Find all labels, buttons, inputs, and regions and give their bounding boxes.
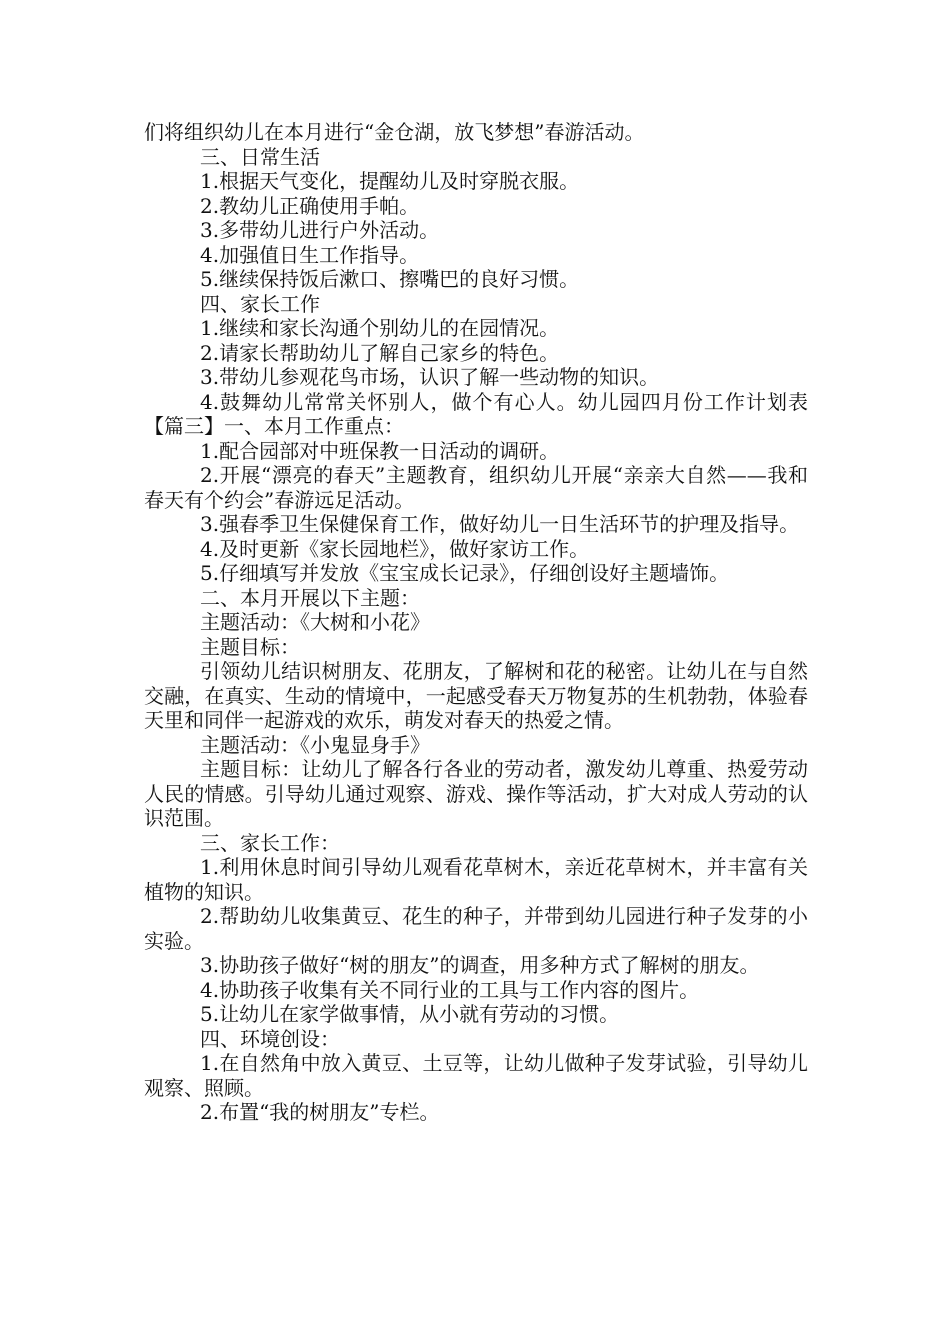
section-heading: 三、日常生活 <box>200 144 320 169</box>
list-item: 3.协助孩子做好“树的朋友”的调查，用多种方式了解树的朋友。 <box>200 953 760 977</box>
list-item: 2.布置“我的树朋友”专栏。 <box>200 1100 440 1124</box>
theme-activity: 主题活动：《小鬼显身手》 <box>200 732 430 757</box>
list-item: 3.带幼儿参观花鸟市场，认识了解一些动物的知识。 <box>200 365 660 389</box>
paragraph: 主题目标：让幼儿了解各行各业的劳动者，激发幼儿尊重、热爱劳动人民的情感。引导幼儿通过观察、游戏、操作等活动，扩大对成人劳动的认识范围。 <box>144 757 808 830</box>
list-item: 1.继续和家长沟通个别幼儿的在园情况。 <box>200 316 560 340</box>
list-item: 1.在自然角中放入黄豆、土豆等，让幼儿做种子发芽试验，引导幼儿观察、照顾。 <box>144 1051 808 1100</box>
paragraph: 们将组织幼儿在本月进行“金仓湖，放飞梦想”春游活动。 <box>144 120 645 144</box>
list-item: 1.配合园部对中班保教一日活动的调研。 <box>200 438 560 463</box>
list-item: 4.加强值日生工作指导。 <box>200 242 420 267</box>
list-item: 1.根据天气变化，提醒幼儿及时穿脱衣服。 <box>200 169 580 193</box>
list-item: 2.开展“漂亮的春天”主题教育，组织幼儿开展“亲亲大自然——我和春天有个约会”春游远足活动。 <box>144 463 808 512</box>
list-item: 3.多带幼儿进行户外活动。 <box>200 218 440 242</box>
theme-activity: 主题活动：《大树和小花》 <box>200 610 430 634</box>
list-item: 2.教幼儿正确使用手帕。 <box>200 193 420 218</box>
list-item: 3.强春季卫生保健保育工作，做好幼儿一日生活环节的护理及指导。 <box>200 512 800 536</box>
list-item: 2.请家长帮助幼儿了解自己家乡的特色。 <box>200 340 560 365</box>
paragraph: 引领幼儿结识树朋友、花朋友，了解树和花的秘密。让幼儿在与自然交融，在真实、生动的情境中，一起感受春天万物复苏的生机勃勃，体验春天里和同伴一起游戏的欢乐，萌发对春天的热爱之情。 <box>144 659 808 732</box>
list-item: 5.继续保持饭后漱口、擦嘴巴的良好习惯。 <box>200 267 580 291</box>
section-heading: 三、家长工作： <box>200 830 340 855</box>
list-item: 4.鼓舞幼儿常常关怀别人，做个有心人。幼儿园四月份工作计划表【篇三】一、本月工作重点： <box>144 389 808 438</box>
list-item: 5.仔细填写并发放《宝宝成长记录》，仔细创设好主题墙饰。 <box>200 561 730 585</box>
document-body <box>144 120 808 1125</box>
list-item: 1.利用休息时间引导幼儿观看花草树木，亲近花草树木，并丰富有关植物的知识。 <box>144 855 808 904</box>
list-item: 4.及时更新《家长园地栏》，做好家访工作。 <box>200 536 590 561</box>
section-heading: 四、环境创设： <box>200 1026 340 1051</box>
list-item: 2.帮助幼儿收集黄豆、花生的种子，并带到幼儿园进行种子发芽的小实验。 <box>144 904 808 953</box>
list-item: 5.让幼儿在家学做事情，从小就有劳动的习惯。 <box>200 1002 620 1026</box>
section-heading: 二、本月开展以下主题： <box>200 585 420 610</box>
section-heading: 四、家长工作 <box>200 291 320 316</box>
list-item: 4.协助孩子收集有关不同行业的工具与工作内容的图片。 <box>200 977 700 1002</box>
theme-goal-label: 主题目标： <box>200 634 300 659</box>
